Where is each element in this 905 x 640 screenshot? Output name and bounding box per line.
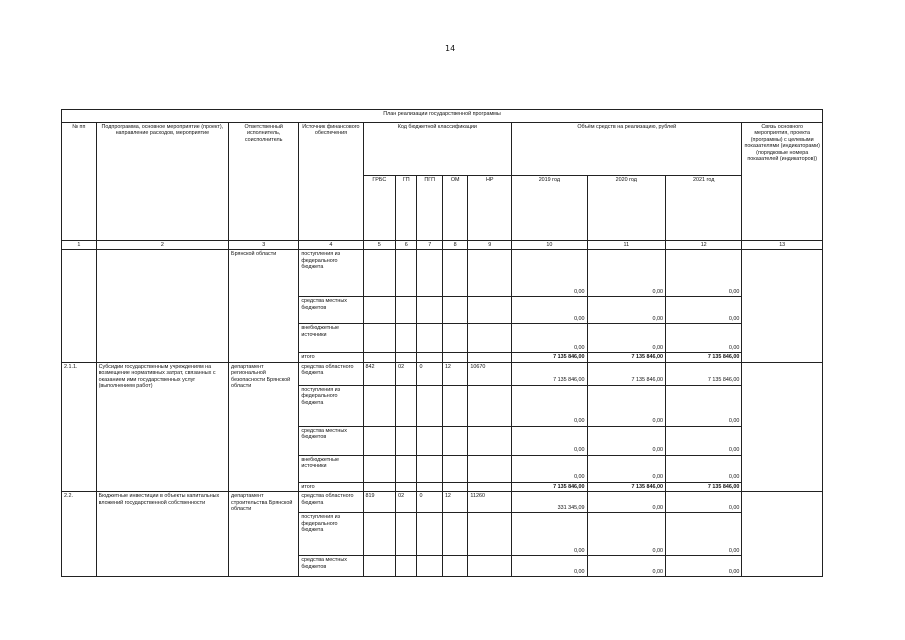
row-source: итого (299, 482, 363, 491)
table-title: План реализации государственной программы (62, 110, 823, 123)
value-2019: 0,00 (512, 426, 587, 455)
empty-cell (417, 250, 442, 297)
total-2021: 7 135 846,00 (666, 482, 742, 491)
col-number: 12 (666, 241, 742, 250)
value-2019: 0,00 (512, 556, 587, 577)
table-row (62, 250, 823, 297)
row-executor: департамент региональной безопасности Брянской области (229, 362, 299, 491)
row-source: поступления из федерального бюджета (299, 513, 363, 556)
value-2020: 0,00 (587, 513, 665, 556)
row-num: 2.1.1. (62, 362, 97, 491)
value-2019: 331 345,09 (512, 492, 587, 513)
empty-cell (417, 297, 442, 324)
row-link (742, 362, 823, 491)
header-2021: 2021 год (666, 176, 742, 241)
empty-cell (396, 324, 417, 353)
row-source: поступления из федерального бюджета (299, 250, 363, 297)
col-number: 9 (468, 241, 512, 250)
empty-cell (363, 482, 396, 491)
total-2020: 7 135 846,00 (587, 353, 665, 362)
empty-cell (442, 426, 467, 455)
empty-cell (363, 426, 396, 455)
code-gp: 02 (396, 492, 417, 513)
value-2021: 0,00 (666, 426, 742, 455)
header-gp: ГП (396, 176, 417, 241)
col-number: 11 (587, 241, 665, 250)
value-2021: 0,00 (666, 492, 742, 513)
col-number: 13 (742, 241, 823, 250)
value-2021: 0,00 (666, 513, 742, 556)
value-2020: 0,00 (587, 492, 665, 513)
code-om: 12 (442, 492, 467, 513)
value-2020: 0,00 (587, 250, 665, 297)
empty-cell (442, 297, 467, 324)
value-2021: 7 135 846,00 (666, 362, 742, 385)
value-2019: 0,00 (512, 324, 587, 353)
code-grbs: 819 (363, 492, 396, 513)
header-nr: НР (468, 176, 512, 241)
empty-cell (417, 385, 442, 426)
empty-cell (363, 353, 396, 362)
header-volume: Объём средств на реализацию, рублей (512, 123, 742, 176)
code-pgp: 0 (417, 362, 442, 385)
header-source: Источник финансового обеспечения (299, 123, 363, 241)
table-row (62, 492, 823, 513)
value-2020: 7 135 846,00 (587, 362, 665, 385)
value-2021: 0,00 (666, 324, 742, 353)
header-num: № пп (62, 123, 97, 241)
col-number: 5 (363, 241, 396, 250)
col-number: 1 (62, 241, 97, 250)
value-2019: 0,00 (512, 385, 587, 426)
empty-cell (417, 556, 442, 577)
empty-cell (442, 353, 467, 362)
row-source: средства областного бюджета (299, 492, 363, 513)
code-om: 12 (442, 362, 467, 385)
total-2019: 7 135 846,00 (512, 353, 587, 362)
row-source: поступления из федерального бюджета (299, 385, 363, 426)
empty-cell (468, 482, 512, 491)
empty-cell (442, 324, 467, 353)
empty-cell (363, 385, 396, 426)
empty-cell (396, 250, 417, 297)
empty-cell (363, 297, 396, 324)
empty-cell (417, 513, 442, 556)
col-number: 6 (396, 241, 417, 250)
empty-cell (363, 513, 396, 556)
value-2021: 0,00 (666, 250, 742, 297)
empty-cell (396, 353, 417, 362)
empty-cell (396, 455, 417, 482)
plan-table (61, 109, 823, 577)
empty-cell (442, 482, 467, 491)
empty-cell (363, 250, 396, 297)
col-number: 8 (442, 241, 467, 250)
value-2021: 0,00 (666, 455, 742, 482)
row-name: Бюджетные инвестиции в объекты капитальных вложений государственной собственности (96, 492, 228, 577)
col-number: 4 (299, 241, 363, 250)
empty-cell (468, 513, 512, 556)
empty-cell (442, 250, 467, 297)
row-source: средства местных бюджетов (299, 297, 363, 324)
empty-cell (396, 556, 417, 577)
row-source: средства областного бюджета (299, 362, 363, 385)
page-number: 14 (445, 44, 456, 53)
empty-cell (363, 556, 396, 577)
total-2019: 7 135 846,00 (512, 482, 587, 491)
empty-cell (396, 297, 417, 324)
empty-cell (468, 455, 512, 482)
row-source: внебюджетные источники (299, 324, 363, 353)
total-2020: 7 135 846,00 (587, 482, 665, 491)
header-link: Связь основного мероприятия, проекта (программы) с целевыми показателями (индикаторами) (порядковые номера показателей (индикаторов)) (742, 123, 823, 241)
header-pgp: ПГП (417, 176, 442, 241)
header-executor: Ответственный исполнитель, соисполнитель (229, 123, 299, 241)
row-link (742, 250, 823, 362)
empty-cell (442, 556, 467, 577)
empty-cell (442, 513, 467, 556)
row-executor: департамент строительства Брянской области (229, 492, 299, 577)
col-number: 2 (96, 241, 228, 250)
value-2019: 0,00 (512, 297, 587, 324)
empty-cell (417, 324, 442, 353)
row-num (62, 250, 97, 362)
total-2021: 7 135 846,00 (666, 353, 742, 362)
col-number: 3 (229, 241, 299, 250)
empty-cell (363, 455, 396, 482)
table-row (62, 362, 823, 385)
empty-cell (468, 324, 512, 353)
value-2019: 0,00 (512, 513, 587, 556)
row-link (742, 492, 823, 577)
empty-cell (468, 426, 512, 455)
empty-cell (417, 455, 442, 482)
header-subprogram: Подпрограмма, основное мероприятие (проект), направление расходов, мероприятие (96, 123, 228, 241)
column-numbers-row (62, 241, 823, 250)
row-name: Субсидии государственным учреждениям на возмещение нормативных затрат, связанных с оказанием ими государственных услуг (выполнением работ) (96, 362, 228, 491)
header-om: ОМ (442, 176, 467, 241)
header-row (62, 123, 823, 176)
table-title-row (62, 110, 823, 123)
empty-cell (468, 353, 512, 362)
empty-cell (468, 250, 512, 297)
row-source: внебюджетные источники (299, 455, 363, 482)
header-grbs: ГРБС (363, 176, 396, 241)
empty-cell (396, 385, 417, 426)
value-2019: 7 135 846,00 (512, 362, 587, 385)
row-source: итого (299, 353, 363, 362)
row-source: средства местных бюджетов (299, 426, 363, 455)
empty-cell (396, 426, 417, 455)
row-source: средства местных бюджетов (299, 556, 363, 577)
empty-cell (396, 513, 417, 556)
value-2020: 0,00 (587, 324, 665, 353)
value-2020: 0,00 (587, 385, 665, 426)
row-name (96, 250, 228, 362)
header-2020: 2020 год (587, 176, 665, 241)
code-nr: 11260 (468, 492, 512, 513)
empty-cell (417, 426, 442, 455)
col-number: 7 (417, 241, 442, 250)
value-2020: 0,00 (587, 455, 665, 482)
empty-cell (417, 482, 442, 491)
value-2020: 0,00 (587, 297, 665, 324)
empty-cell (363, 324, 396, 353)
empty-cell (442, 455, 467, 482)
code-grbs: 842 (363, 362, 396, 385)
row-num: 2.2. (62, 492, 97, 577)
value-2021: 0,00 (666, 297, 742, 324)
empty-cell (442, 385, 467, 426)
row-executor: Брянской области (229, 250, 299, 362)
value-2020: 0,00 (587, 426, 665, 455)
header-budget-code: Код бюджетной классификации (363, 123, 512, 176)
value-2021: 0,00 (666, 385, 742, 426)
code-pgp: 0 (417, 492, 442, 513)
code-nr: 10670 (468, 362, 512, 385)
value-2019: 0,00 (512, 250, 587, 297)
empty-cell (396, 482, 417, 491)
empty-cell (417, 353, 442, 362)
col-number: 10 (512, 241, 587, 250)
value-2021: 0,00 (666, 556, 742, 577)
value-2019: 0,00 (512, 455, 587, 482)
header-2019: 2019 год (512, 176, 587, 241)
empty-cell (468, 556, 512, 577)
empty-cell (468, 297, 512, 324)
empty-cell (468, 385, 512, 426)
code-gp: 02 (396, 362, 417, 385)
value-2020: 0,00 (587, 556, 665, 577)
